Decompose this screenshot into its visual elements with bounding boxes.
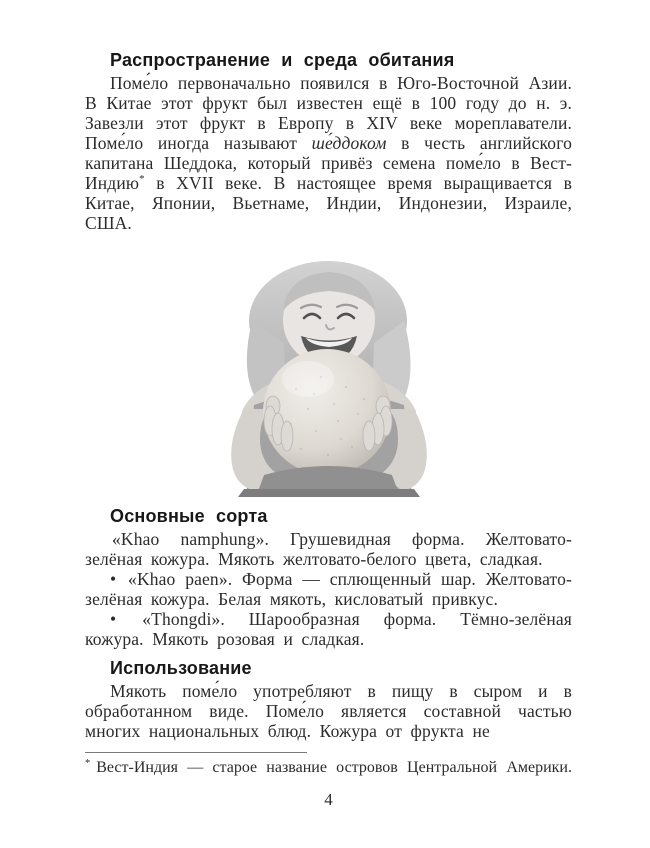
variety-text: «Khao namphung». Грушевидная форма. Желтовато-зелёная кожура. Мякоть желтовато-белого цвета, сладкая. xyxy=(85,529,572,569)
usage-paragraph: Мякоть поме́ло употребляют в пищу в сыром и в обработанном виде. Поме́ло является составной частью многих национальных блюд. Кожура от фрукта не xyxy=(85,681,572,741)
distribution-paragraph xyxy=(85,73,572,233)
variety-text: «Thongdi». Шарообразная форма. Тёмно-зелёная кожура. Мякоть розовая и сладкая. xyxy=(85,609,572,649)
photo-girl-with-pomelo xyxy=(226,259,432,497)
page-content xyxy=(85,50,572,810)
list-bullet: • xyxy=(110,609,117,629)
footnote-reference-marker: * xyxy=(139,173,145,186)
italic-term-sheddok: ше́ддоком xyxy=(311,133,387,153)
text-run: Поме́ло первоначально появился в Юго-Восточной Азии. В Китае этот фрукт был известен ещё в 100 году до н. э. Завезли этот фрукт в Европу в XIV веке мореплаватели. Поме́ло иногда называют xyxy=(85,73,572,153)
girl-with-pomelo-illustration xyxy=(226,259,432,497)
variety-item-khao-paen xyxy=(85,569,572,609)
variety-item-khao-namphung xyxy=(85,529,572,569)
footnote-marker: * xyxy=(85,757,91,769)
variety-item-thongdi xyxy=(85,609,572,649)
footnote-text: Вест-Индия — старое название островов Центральной Америки. xyxy=(96,759,572,776)
footnote xyxy=(85,758,572,778)
list-bullet: • xyxy=(110,569,117,589)
section-heading-usage: Использование xyxy=(110,658,252,678)
page-number: 4 xyxy=(324,790,333,809)
variety-text: «Khao paen». Форма — сплющенный шар. Желтовато-зелёная кожура. Белая мякоть, кисловатый привкус. xyxy=(85,569,572,609)
section-heading-varieties: Основные сорта xyxy=(110,506,268,526)
text-run: в честь английского капитана Шеддока, который привёз семена поме́ло в Вест-Индию xyxy=(85,133,572,193)
footnote-divider xyxy=(85,752,307,753)
section-heading-distribution: Распространение и среда обитания xyxy=(110,50,455,70)
text-run: в XVII веке. В настоящее время выращивается в Китае, Японии, Вьетнаме, Индии, Индонезии, Израиле, США. xyxy=(85,173,572,233)
